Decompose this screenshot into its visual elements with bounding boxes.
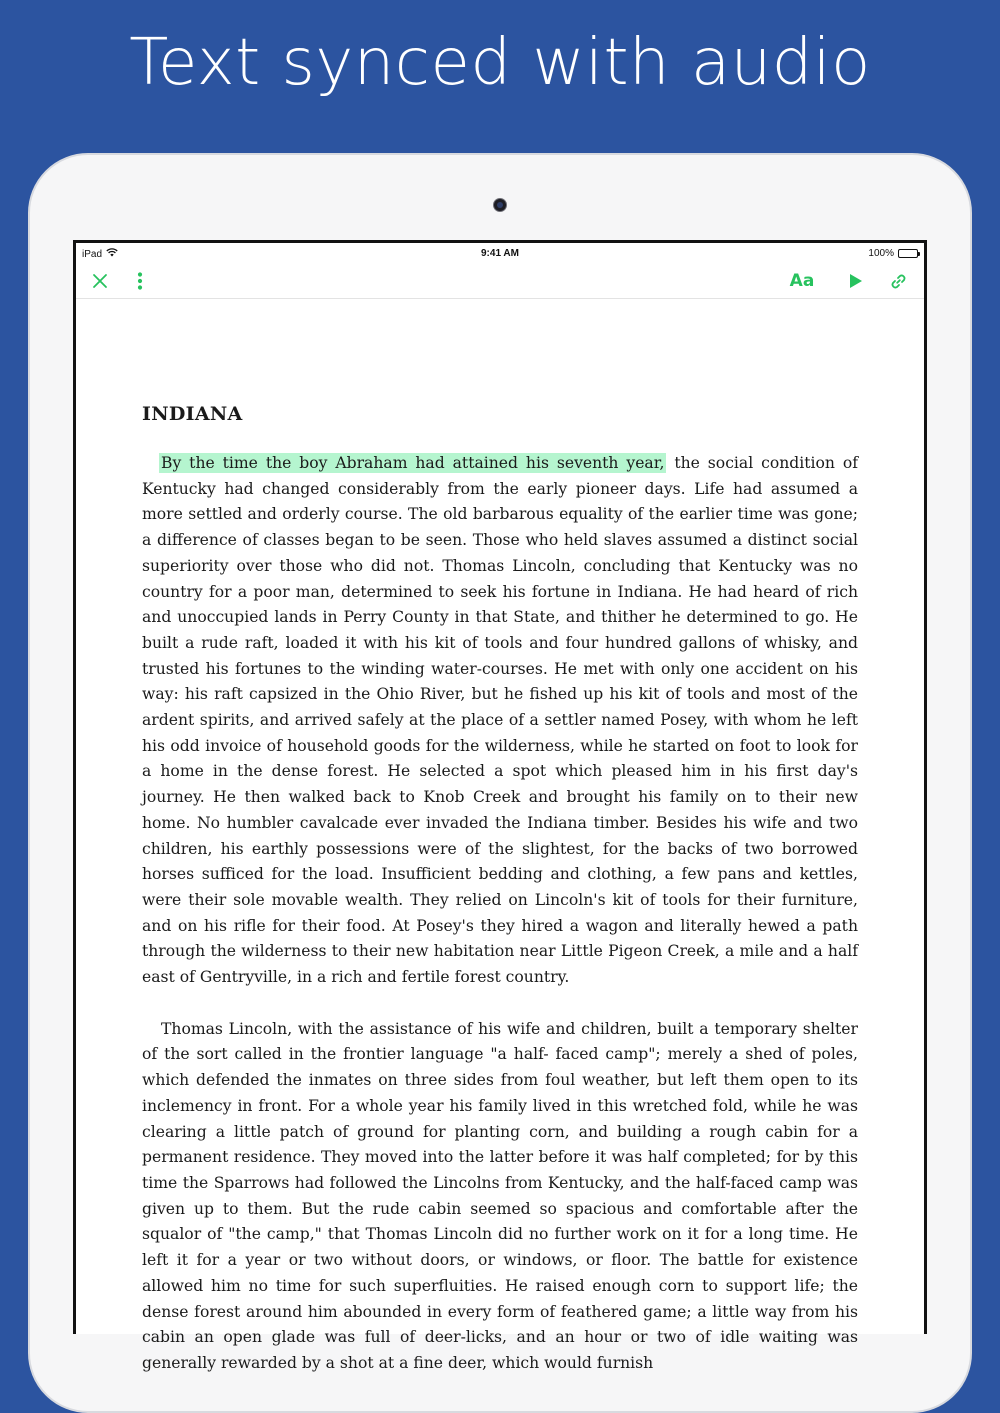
play-icon <box>849 273 863 289</box>
status-time: 9:41 AM <box>481 248 519 259</box>
status-right <box>868 248 918 259</box>
paragraph: Thomas Lincoln, with the assistance of his wife and children, built a temporary shelter of the sort called in the frontier language "a half- faced camp"; merely a shed of poles, which defended the inmates on three sides from foul weather, but left them open to its inclemency in front. For a whole year his family lived in this wretched fold, while he was clearing a little patch of ground for planting corn, and building a rough cabin for a permanent residence. They moved into the latter before it was half completed; for by this time the Sparrows had followed the Lincolns from Kentucky, and the half-faced camp was given up to them. But the rude cabin seemed so spacious and comfortable after the squalor of "the camp," that Thomas Lincoln did no further work on it for a long time. He left it for a year or two without doors, or windows, or floor. The battle for existence allowed him no time for such superfluities. He raised enough corn to support life; the dense forest around him abounded in every form of feathered game; a little way from his cabin an open glade was full of deer-licks, and an hour or two of idle waiting was generally rewarded by a shot at a fine deer, which would furnish <box>142 1019 858 1372</box>
more-vertical-icon <box>137 272 143 290</box>
font-settings-button[interactable] <box>788 269 816 293</box>
book-content <box>142 403 858 1403</box>
more-button[interactable] <box>130 269 150 293</box>
battery-percent: 100% <box>868 248 894 259</box>
ipad-screen <box>73 240 927 1372</box>
play-button[interactable] <box>844 269 868 293</box>
reader-toolbar <box>76 265 924 299</box>
chapter-title: INDIANA <box>142 403 243 425</box>
link-button[interactable] <box>886 269 910 293</box>
status-bar <box>76 243 924 265</box>
link-icon <box>890 273 907 290</box>
close-icon <box>93 274 107 288</box>
device-label: iPad <box>82 248 103 260</box>
paragraph-text: the social condition of Kentucky had changed considerably from the early pioneer days. Life had assumed a more settled and orderly course. The old barbarous equality of the earlier time was gone; a difference of classes began to be seen. Those who held slaves assumed a distinct social superiority over those who did not. Thomas Lincoln, concluding that Kentucky was no country for a poor man, determined to seek his fortune in Indiana. He had heard of rich and unoccupied lands in Perry County in that State, and thither he determined to go. He built a rude raft, loaded it with his kit of tools and four hundred gallons of whisky, and trusted his fortunes to the winding water-courses. He met with only one accident on his way: his raft capsized in the Ohio River, but he fished up his kit of tools and most of the ardent spirits, and arrived safely at the place of a settler named Posey, with whom he left his odd invoice of household goods for the wilderness, while he started on foot to look for a home in the dense forest. He selected a spot which pleased him in his first day's journey. He then walked back to Knob Creek and brought his family on to their new home. No humbler cavalcade ever invaded the Indiana timber. Besides his wife and two children, his earthly possessions were of the slightest, for the backs of two borrowed horses sufficed for the load. Insufficient bedding and clothing, a few pans and kettles, were their sole movable wealth. They relied on Lincoln's kit of tools for their furniture, and on his rifle for their food. At Posey's they hired a wagon and literally hewed a path through the wilderness to their new habitation near Little Pigeon Creek, a mile and a half east of Gentryville, in a rich and fertile forest country. <box>142 454 859 987</box>
close-button[interactable] <box>88 269 112 293</box>
camera-icon <box>493 198 507 212</box>
audio-highlight[interactable]: By the time the boy Abraham had attained his seventh year, <box>161 454 665 472</box>
headline: Text synced with audio <box>129 26 871 100</box>
font-settings-icon: Aa <box>789 271 815 291</box>
battery-icon <box>898 249 918 258</box>
paragraph <box>142 451 858 991</box>
